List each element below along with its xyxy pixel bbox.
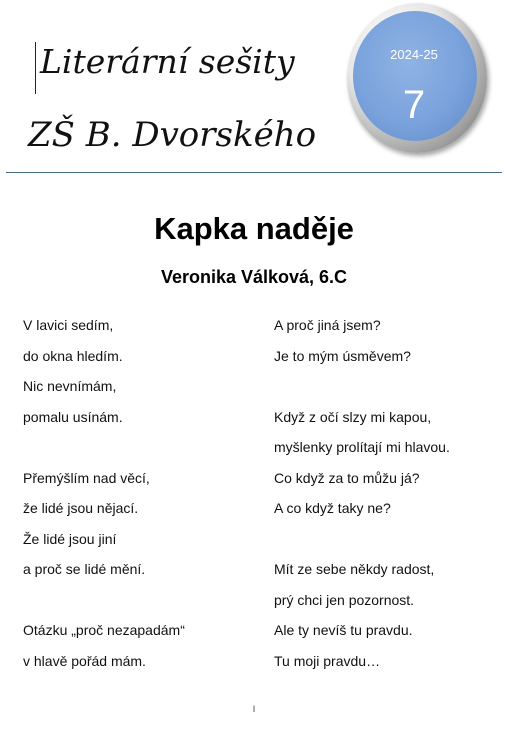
poem-line: Nic nevnímám,: [23, 378, 117, 394]
poem-line: a proč se lidé mění.: [23, 561, 146, 577]
badge-year: 2024-25: [390, 47, 438, 62]
title-accent-bar: [35, 42, 36, 94]
poem-line: Když z očí slzy mi kapou,: [274, 408, 432, 425]
issue-badge: [347, 3, 487, 153]
stanza-break: [274, 374, 450, 405]
poem-line: A co když taky ne?: [274, 500, 391, 516]
page-number: I: [252, 704, 256, 714]
badge-issue-number: 7: [402, 83, 426, 127]
stanza-break: [274, 527, 450, 558]
poem-line: V lavici sedím,: [23, 317, 114, 333]
poem-line: Mít ze sebe někdy radost,: [274, 561, 435, 577]
poem-line: Ale ty nevíš tu pravdu.: [274, 622, 413, 638]
poem-left-column: [23, 313, 185, 679]
poem-right-column: [274, 313, 450, 679]
poem-line: pomalu usínám.: [23, 408, 123, 425]
stanza-break: [23, 588, 185, 619]
poem-line: Že lidé jsou jiní: [23, 530, 117, 547]
poem-line: myšlenky prolítají mi hlavou.: [274, 439, 450, 455]
header-divider: [6, 172, 502, 173]
page-header: [0, 0, 508, 175]
poem-line: že lidé jsou nějací.: [23, 500, 139, 516]
poem-line: Tu moji pravdu…: [274, 652, 381, 669]
stanza-break: [23, 435, 185, 466]
series-title: Literární sešity: [40, 42, 295, 81]
poem-author: Veronika Válková, 6.C: [160, 267, 348, 287]
poem-line: prý chci jen pozornost.: [274, 591, 415, 608]
poem-line: v hlavě pořád mám.: [23, 652, 146, 669]
school-name: ZŠ B. Dvorského: [28, 115, 317, 155]
poem-line: Je to mým úsměvem?: [274, 347, 411, 364]
poem-line: do okna hledím.: [23, 347, 123, 364]
poem-line: A proč jiná jsem?: [274, 317, 381, 333]
poem-line: Co když za to můžu já?: [274, 469, 420, 486]
poem-line: Otázku „proč nezapadám“: [23, 622, 185, 638]
poem-title: Kapka naděje: [154, 211, 354, 246]
poem-line: Přemýšlím nad věcí,: [23, 469, 150, 486]
